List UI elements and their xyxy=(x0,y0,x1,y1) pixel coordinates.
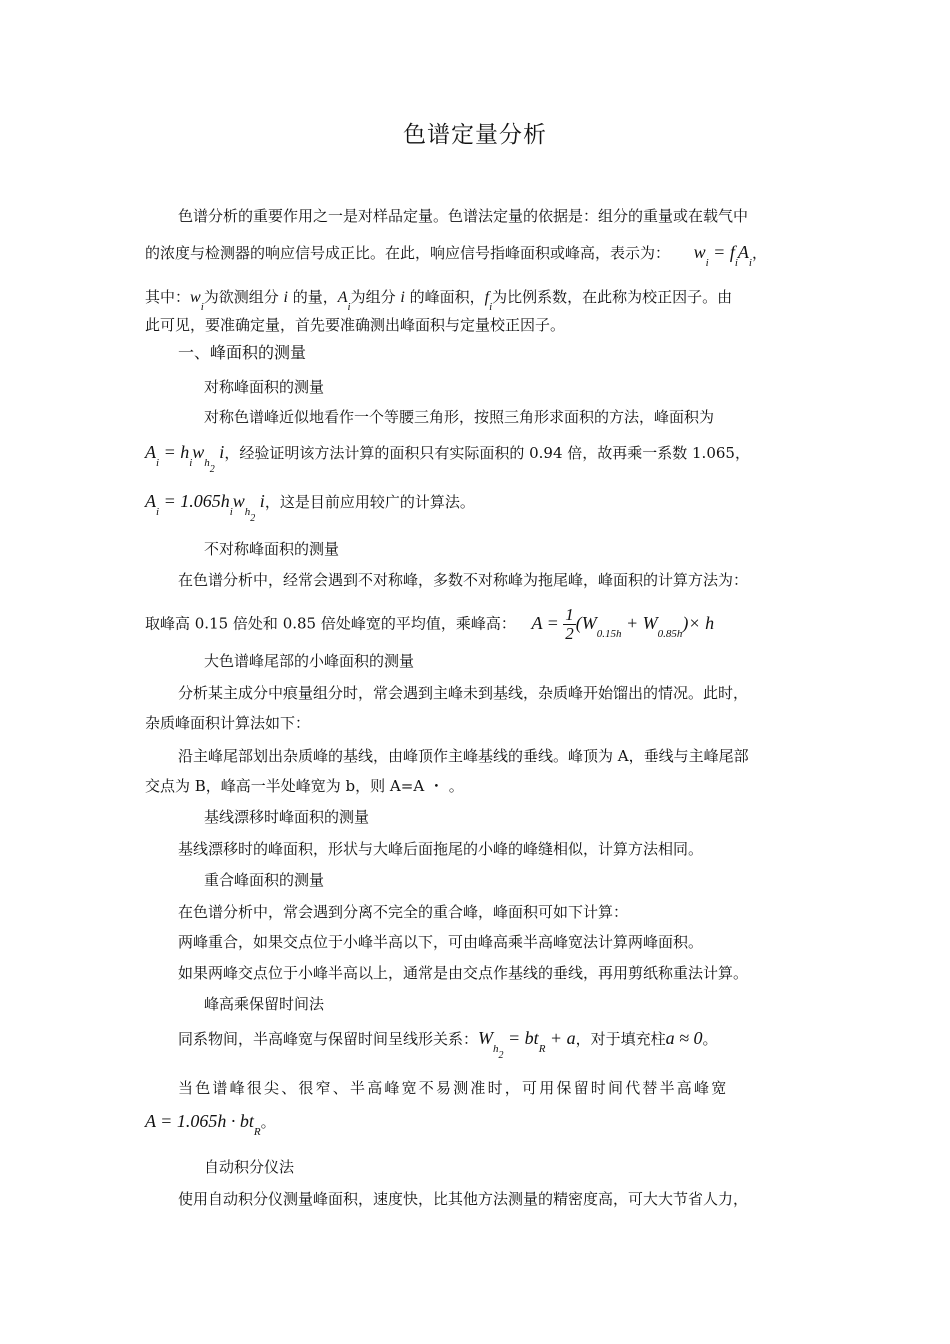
overlap-line-2: 两峰重合，如果交点位于小峰半高以下，可由峰高乘半高峰宽法计算两峰面积。 xyxy=(178,933,704,951)
small-line-4: 交点为 B，峰高一半处峰宽为 b，则 A=A ・ 。 xyxy=(145,777,464,795)
small-line-2: 杂质峰面积计算法如下： xyxy=(145,714,311,732)
small-heading: 大色谱峰尾部的小峰面积的测量 xyxy=(204,652,415,670)
overlap-line-1: 在色谱分析中，常会遇到分离不完全的重合峰，峰面积可如下计算： xyxy=(178,903,629,921)
retention-heading: 峰高乘保留时间法 xyxy=(204,995,325,1013)
drift-line-1: 基线漂移时的峰面积，形状与大峰后面拖尾的小峰的峰缝相似，计算方法相同。 xyxy=(178,840,704,858)
asym-heading: 不对称峰面积的测量 xyxy=(204,540,340,558)
sym-line-2: $A_i = h_iw_{h2}$ i，经验证明该方法计算的面积只有实际面积的 0.94 倍，故再乘一系数 1.065， xyxy=(145,442,750,475)
auto-heading: 自动积分仪法 xyxy=(204,1158,295,1176)
small-line-1: 分析某主成分中痕量组分时，常会遇到主峰未到基线，杂质峰开始馏出的情况。此时， xyxy=(178,684,749,702)
page-title: 色谱定量分析 xyxy=(403,122,547,148)
intro-line-3: 其中：$w_i$为欲测组分 i 的量，$A_i$为组分 i 的峰面积，$f_i$为比例系数，在此称为校正因子。由 xyxy=(145,288,733,313)
formula-area-3: $A = 1.065h \cdot bt_R$ xyxy=(145,1111,261,1138)
auto-line-1: 使用自动积分仪测量峰面积，速度快，比其他方法测量的精密度高，可大大节省人力， xyxy=(178,1190,749,1208)
retention-line-3: $A = 1.065h \cdot bt_R$。 xyxy=(145,1111,276,1138)
formula-asym: A = $\frac{1}{2}$ $(W_{0.15h} + W_{0.85h})\times h$ xyxy=(531,605,715,643)
formula-retention: $W_{h2} = bt_R + a$ xyxy=(478,1028,576,1061)
drift-heading: 基线漂移时峰面积的测量 xyxy=(204,808,370,826)
intro-line-1: 色谱分析的重要作用之一是对样品定量。色谱法定量的依据是：组分的重量或在载气中 xyxy=(178,207,749,225)
retention-line-1: 同系物间，半高峰宽与保留时间呈线形关系：$W_{h2} = bt_R + a$，对于填充柱a ≈ 0。 xyxy=(178,1028,718,1061)
asym-line-1: 在色谱分析中，经常会遇到不对称峰，多数不对称峰为拖尾峰，峰面积的计算方法为： xyxy=(178,571,749,589)
asym-line-2: 取峰高 0.15 倍处和 0.85 倍处峰宽的平均值，乘峰高： A = $\frac{1}{2}$ $(W_{0.15h} + W_{0.85h})\times h$ xyxy=(145,605,715,643)
sym-line-1: 对称色谱峰近似地看作一个等腰三角形，按照三角形求面积的方法，峰面积为 xyxy=(204,408,715,426)
intro-line-2: 的浓度与检测器的响应信号成正比。在此，响应信号指峰面积或峰高，表示为： $w_i = f_iA_i$， xyxy=(145,242,767,269)
sym-line-3: $A_i = 1.065h_iw_{h2}$ i，这是目前应用较广的计算法。 xyxy=(145,491,475,524)
formula-approx: a ≈ 0 xyxy=(665,1028,703,1048)
overlap-heading: 重合峰面积的测量 xyxy=(204,871,325,889)
intro-line-4: 此可见，要准确定量，首先要准确测出峰面积与定量校正因子。 xyxy=(145,316,566,334)
overlap-line-3: 如果两峰交点位于小峰半高以上，通常是由交点作基线的垂线，再用剪纸称重法计算。 xyxy=(178,964,749,982)
formula-w: $w_i = f_iA_i$ xyxy=(693,242,752,269)
retention-line-2: 当色谱峰很尖、很窄、半高峰宽不易测准时，可用保留时间代替半高峰宽 xyxy=(178,1079,729,1097)
formula-area-1: $A_i = h_iw_{h2}$ i xyxy=(145,442,225,475)
section-heading-1: 一、峰面积的测量 xyxy=(178,343,307,362)
sym-heading: 对称峰面积的测量 xyxy=(204,378,325,396)
small-line-3: 沿主峰尾部划出杂质峰的基线，由峰顶作主峰基线的垂线。峰顶为 A，垂线与主峰尾部 xyxy=(178,747,749,765)
formula-area-2: $A_i = 1.065h_iw_{h2}$ i xyxy=(145,491,265,524)
intro-line-2-text: 的浓度与检测器的响应信号成正比。在此，响应信号指峰面积或峰高，表示为： xyxy=(145,244,671,262)
